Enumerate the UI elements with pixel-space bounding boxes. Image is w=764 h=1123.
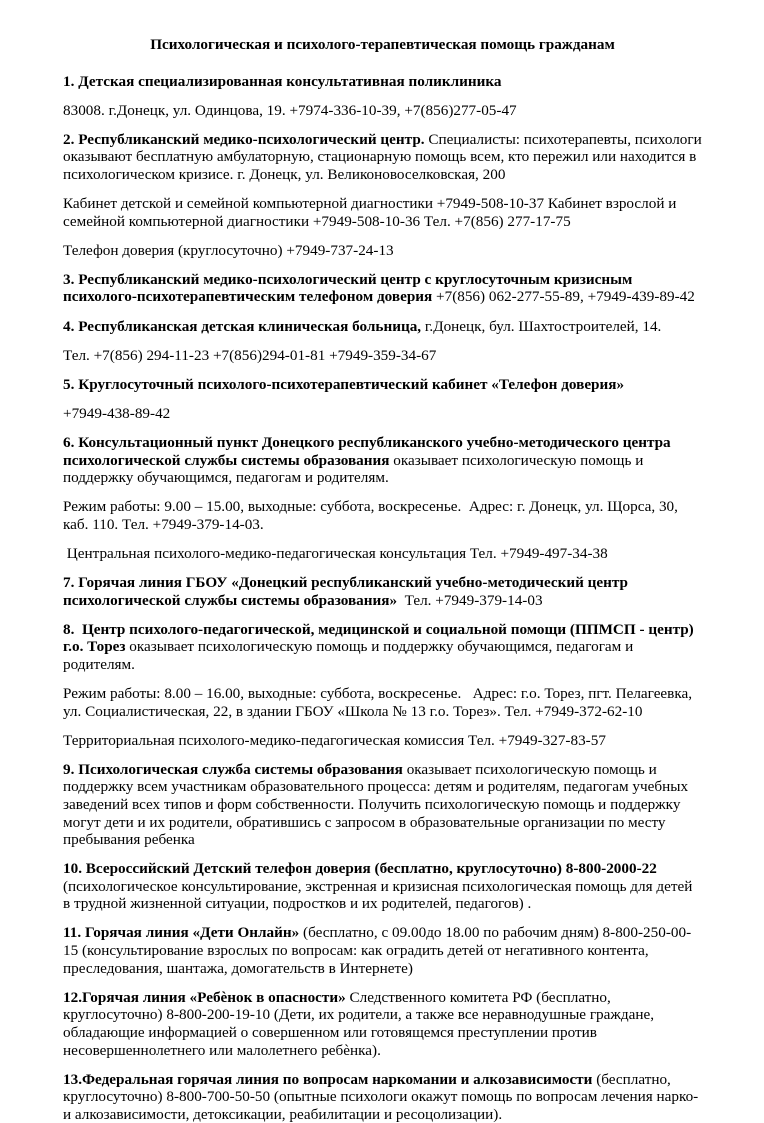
text-run: +7(856) 062-277-55-89, +7949-439-89-42	[436, 288, 695, 306]
bold-text-run: 2. Республиканский медико-психологический центр.	[63, 130, 429, 148]
bold-text-run: 13.Федеральная горячая линия по вопросам наркомании и алкозависимости	[63, 1070, 597, 1088]
paragraph	[63, 102, 702, 120]
paragraph	[63, 574, 702, 609]
paragraph	[63, 271, 702, 306]
bold-text-run: 4. Республиканская детская клиническая больница,	[63, 317, 425, 335]
text-run: Следственного комитета РФ (бесплатно, круглосуточно) 8-800-200-19-10 (Дети, их родители, а также все неравнодушные граждане, обладающие информацией о совершенном или готовящемся преступлении против несовершеннолетнего или малолетнего ребѐнка).	[63, 988, 658, 1059]
paragraph	[63, 130, 706, 184]
bold-text-run: 10. Всероссийский Детский телефон доверия (бесплатно, круглосуточно) 8-800-2000-22	[63, 860, 661, 878]
paragraph	[63, 545, 702, 563]
text-run: Режим работы: 9.00 – 15.00, выходные: суббота, воскресенье. Адрес: г. Донецк, ул. Щорса, 30, каб. 110. Тел. +7949-379-14-03.	[63, 498, 682, 533]
bold-text-run: 6. Консультационный пункт Донецкого республиканского учебно-методического центра психологической службы системы образования	[63, 433, 675, 469]
bold-text-run: 1. Детская специализированная консультативная поликлиника	[63, 72, 502, 90]
bold-text-run: 12.Горячая линия «Ребѐнок в опасности»	[63, 988, 350, 1006]
text-run: +7949-438-89-42	[63, 404, 171, 422]
text-run: Тел. +7(856) 294-11-23 +7(856)294-01-81 +7949-359-34-67	[63, 346, 437, 364]
text-run: (психологическое консультирование, экстренная и кризисная психологическая помощь для детей в трудной жизненной ситуации, подростков и их родителей, педагогов) .	[63, 877, 697, 913]
paragraph	[63, 405, 702, 423]
bold-text-run: 3. Республиканский медико-психологический центр с круглосуточным кризисным психолого-психотерапевтическим телефоном доверия	[63, 270, 637, 306]
paragraph	[63, 242, 702, 260]
bold-text-run: 8. Центр психолого-педагогической, медицинской и социальной помощи (ППМСП - центр) г.о. Торез	[63, 620, 698, 656]
paragraph	[63, 685, 702, 720]
bold-text-run: 11. Горячая линия «Дети Онлайн»	[63, 924, 304, 942]
text-run: оказывает психологическую помощь и поддержку обучающимся, педагогам и родителям.	[63, 638, 638, 673]
paragraph	[63, 761, 702, 849]
bold-text-run: 5. Круглосуточный психолого-психотерапевтический кабинет «Телефон доверия»	[63, 375, 625, 393]
text-run: Телефон доверия (круглосуточно) +7949-737-24-13	[63, 241, 394, 259]
text-run: (бесплатно, с 09.00до 18.00 по рабочим дням) 8-800-250-00-15 (консультирование взрослых по вопросам: как оградить детей от негативного контента, преследования, шантажа, домогательств в Интернете)	[63, 924, 692, 977]
text-run: Тел. +7949-379-14-03	[397, 591, 543, 609]
paragraph	[63, 732, 702, 750]
text-run: Территориальная психолого-медико-педагогическая комиссия Тел. +7949-327-83-57	[63, 731, 606, 749]
text-run: оказывает психологическую помощь и поддержку обучающимся, педагогам и родителям.	[63, 451, 648, 487]
text-run: Режим работы: 8.00 – 16.00, выходные: суббота, воскресенье. Адрес: г.о. Торез, пгт. Пелагеевка, ул. Социалистическая, 22, в здании ГБОУ «Школа № 13 г.о. Торез». Тел. +7949-372-62-10	[63, 684, 696, 720]
bold-text-run: 9. Психологическая служба системы образования	[63, 760, 407, 778]
paragraph	[63, 989, 702, 1059]
text-run: г.Донецк, бул. Шахтостроителей, 14.	[424, 317, 662, 335]
text-run: оказывает психологическую помощь и поддержку всем участникам образовательного процесса: детям и родителям, педагогам учебных заведений всех типов и форм собственности. Получить психологическую помощь и поддержку могут дети и их родители, обратившись с запросом в образовательные организации по месту пребывания ребенка	[63, 760, 692, 849]
text-run: Центральная психолого-медико-педагогическая консультация Тел. +7949-497-34-38	[63, 544, 608, 562]
paragraph	[63, 621, 702, 674]
text-run: Специалисты: психотерапевты, психологи оказывают бесплатную амбулаторную, стационарную помощь всем, кто пережил или находится в психологическом кризисе. г. Донецк, ул. Великоновоселковская, 200	[63, 130, 706, 183]
paragraph	[63, 73, 702, 91]
text-run: (бесплатно, круглосуточно) 8-800-700-50-50 (опытные психологи окажут помощь по вопросам лечения нарко- и алкозависимости, детоксикации, реабилитации и ресоцолизации).	[63, 1070, 703, 1123]
paragraph	[63, 434, 702, 487]
document-body	[63, 72, 706, 1123]
paragraph	[63, 498, 702, 533]
paragraph	[63, 1071, 702, 1123]
bold-text-run: 7. Горячая линия ГБОУ «Донецкий республиканский учебно-методический центр психологической службы системы образования»	[63, 573, 632, 609]
text-run: 83008. г.Донецк, ул. Одинцова, 19. +7974-336-10-39, +7(856)277-05-47	[63, 101, 517, 119]
text-run: Кабинет детской и семейной компьютерной диагностики +7949-508-10-37 Кабинет взрослой и семейной компьютерной диагностики +7949-508-10-36 Тел. +7(856) 277-17-75	[63, 195, 681, 230]
document-title: Психологическая и психолого-терапевтическая помощь гражданам	[150, 36, 615, 53]
paragraph	[63, 195, 702, 230]
paragraph	[63, 924, 702, 977]
paragraph	[63, 376, 702, 394]
paragraph	[63, 318, 702, 336]
paragraph	[63, 860, 702, 913]
paragraph	[63, 347, 702, 365]
